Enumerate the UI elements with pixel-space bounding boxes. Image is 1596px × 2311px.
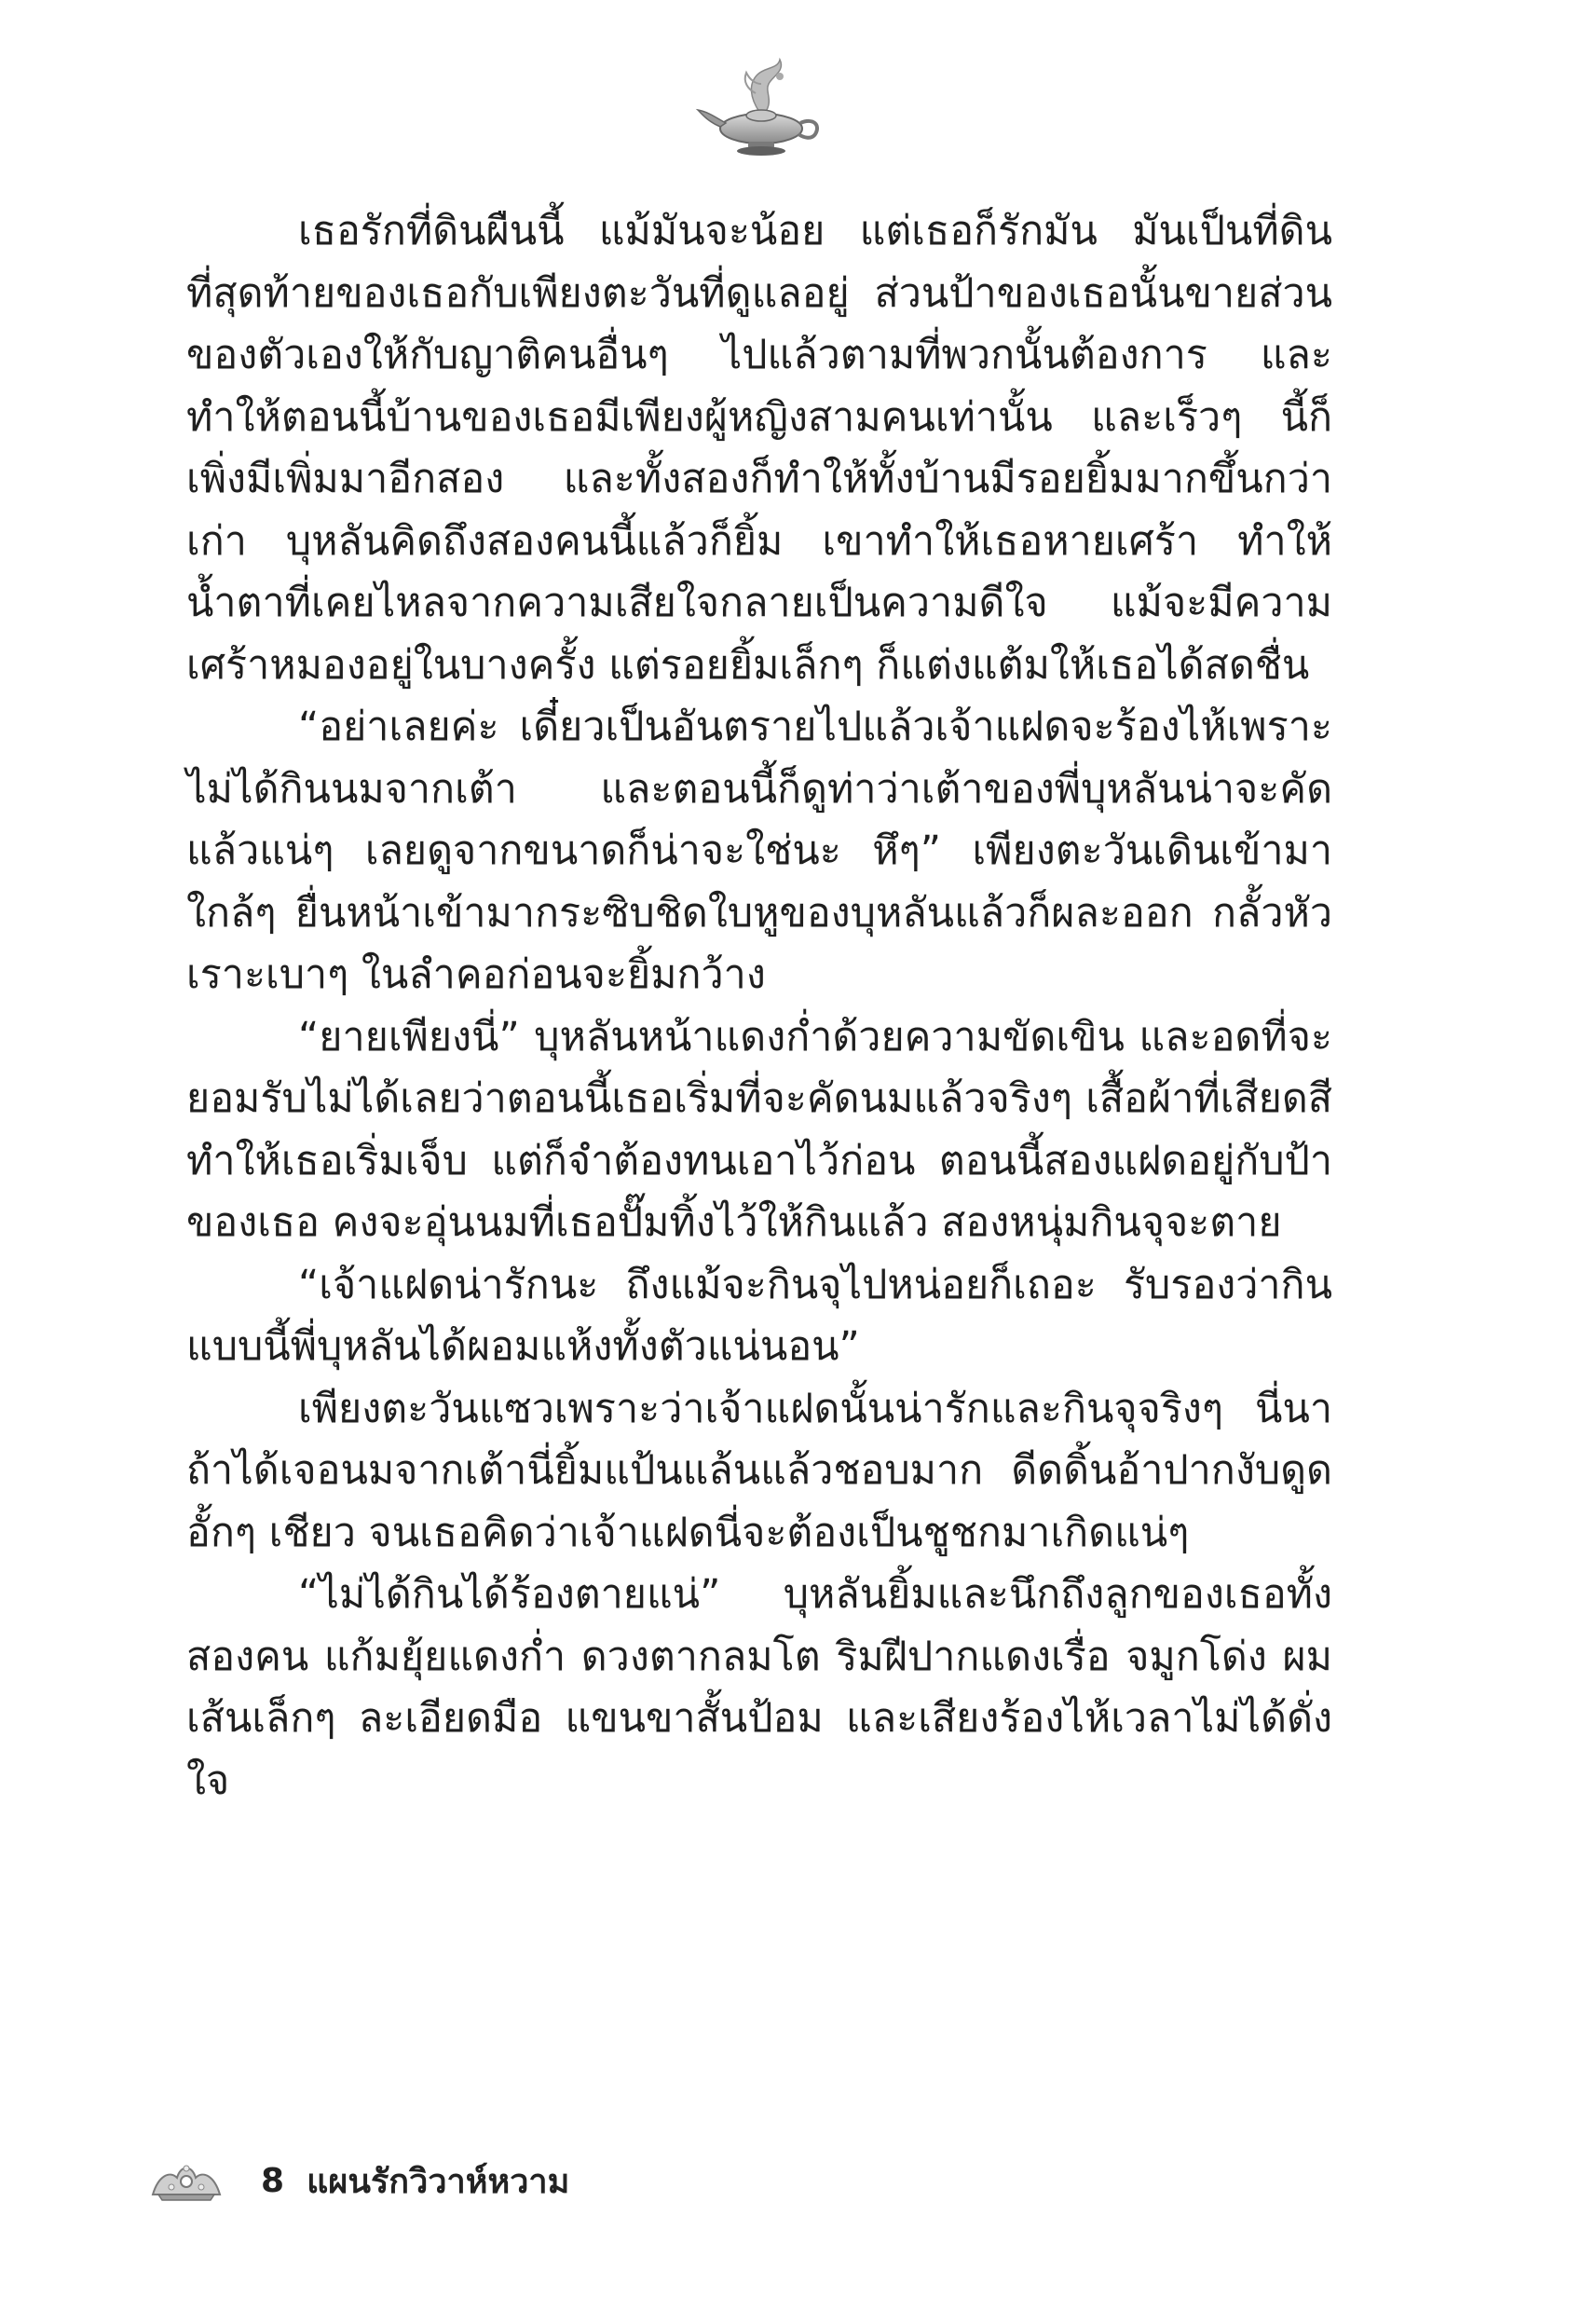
- paragraph-4: “เจ้าแฝดน่ารักนะ ถึงแม้จะกินจุไปหน่อยก็เถอะ รับรองว่ากินแบบนี้พี่บุหลันได้ผอมแห้งทั้งตัวแน่นอน”: [186, 1261, 1332, 1370]
- page-footer: [149, 2153, 569, 2208]
- page-body: [186, 200, 1332, 1812]
- tiara-icon: [149, 2157, 224, 2204]
- paragraph-3: “ยายเพียงนี่” บุหลันหน้าแดงก่ำด้วยความขัดเขิน และอดที่จะยอมรับไม่ได้เลยว่าตอนนี้เธอเริ่มที่จะคัดนมแล้วจริงๆ เสื้อผ้าที่เสียดสีทำให้เธอเริ่มเจ็บ แต่ก็จำต้องทนเอาไว้ก่อน ตอนนี้สองแฝดอยู่กับป้าของเธอ คงจะอุ่นนมที่เธอปั๊มทิ้งไว้ให้กินแล้ว สองหนุ่มกินจุจะตาย: [186, 1013, 1332, 1246]
- page-number: 8: [261, 2161, 285, 2200]
- book-title: แผนรักวิวาห์หวาม: [307, 2162, 570, 2201]
- paragraph-5: เพียงตะวันแซวเพราะว่าเจ้าแฝดนั้นน่ารักและกินจุจริงๆ นี่นาถ้าได้เจอนมจากเต้านี่ยิ้มแป้นแล้นแล้วชอบมาก ดีดดิ้นอ้าปากงับดูดอั้กๆ เชียว จนเธอคิดว่าเจ้าแฝดนี่จะต้องเป็นชูชกมาเกิดแน่ๆ: [186, 1385, 1332, 1556]
- genie-lamp-icon: [694, 56, 825, 158]
- paragraph-1: เธอรักที่ดินผืนนี้ แม้มันจะน้อย แต่เธอก็รักมัน มันเป็นที่ดินที่สุดท้ายของเธอกับเพียงตะวันที่ดูแลอยู่ ส่วนป้าของเธอนั้นขายส่วนของตัวเองให้กับญาติคนอื่นๆ ไปแล้วตามที่พวกนั้นต้องการ และทำให้ตอนนี้บ้านของเธอมีเพียงผู้หญิงสามคนเท่านั้น และเร็วๆ นี้ก็เพิ่งมีเพิ่มมาอีกสอง และทั้งสองก็ทำให้ทั้งบ้านมีรอยยิ้มมากขึ้นกว่าเก่า บุหลันคิดถึงสองคนนี้แล้วก็ยิ้ม เขาทำให้เธอหายเศร้า ทำให้น้ำตาที่เคยไหลจากความเสียใจกลายเป็นความดีใจ แม้จะมีความเศร้าหมองอยู่ในบางครั้ง แต่รอยยิ้มเล็กๆ ก็แต่งแต้มให้เธอได้สดชื่น: [186, 208, 1332, 689]
- paragraph-6: “ไม่ได้กินได้ร้องตายแน่” บุหลันยิ้มและนึกถึงลูกของเธอทั้งสองคน แก้มยุ้ยแดงก่ำ ดวงตากลมโต ริมฝีปากแดงเรื่อ จมูกโด่ง ผมเส้นเล็กๆ ละเอียดมือ แขนขาสั้นป้อม และเสียงร้องไห้เวลาไม่ได้ดั่งใจ: [186, 1571, 1332, 1804]
- paragraph-2: “อย่าเลยค่ะ เดี๋ยวเป็นอันตรายไปแล้วเจ้าแฝดจะร้องไห้เพราะไม่ได้กินนมจากเต้า และตอนนี้ก็ดูท่าว่าเต้าของพี่บุหลันน่าจะคัดแล้วแน่ๆ เลยดูจากขนาดก็น่าจะใช่นะ หึๆ” เพียงตะวันเดินเข้ามาใกล้ๆ ยื่นหน้าเข้ามากระซิบชิดใบหูของบุหลันแล้วก็ผละออก กลั้วหัวเราะเบาๆ ในลำคอก่อนจะยิ้มกว้าง: [186, 704, 1332, 998]
